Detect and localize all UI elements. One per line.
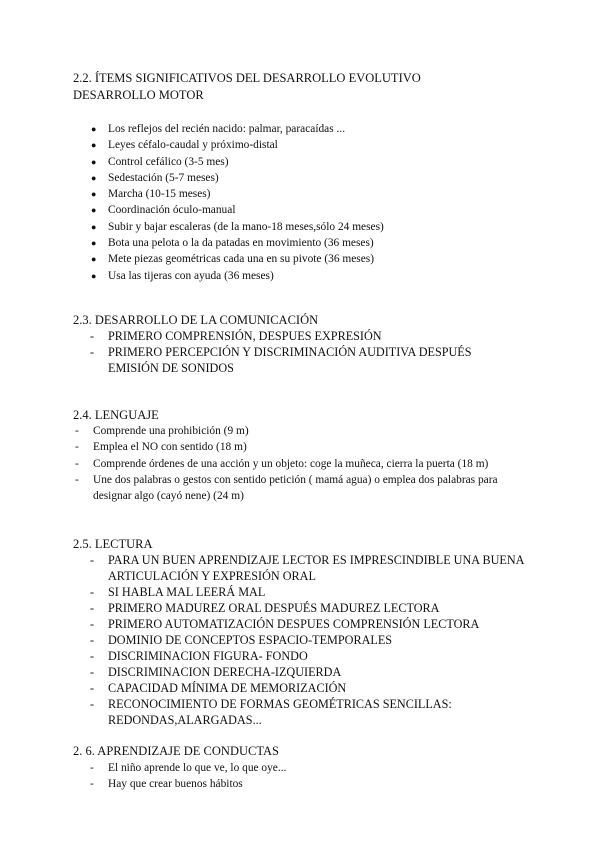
list-item: - SI HABLA MAL LEERÁ MAL xyxy=(90,585,266,599)
dash-icon: - xyxy=(75,473,79,486)
dash-icon: - xyxy=(90,697,95,711)
dash-icon: - xyxy=(90,553,95,567)
bullet-icon: ● xyxy=(91,221,97,232)
dash-icon: - xyxy=(90,762,94,774)
bullet-icon: ● xyxy=(91,124,97,134)
bullet-icon: ● xyxy=(91,254,97,265)
bullet-icon: ● xyxy=(91,270,97,281)
list-item: ● Coordinación óculo-manual xyxy=(108,202,384,218)
list-item: - Une dos palabras o gestos con sentido petición ( mamá agua) o emplea dos palabras para designar algo (cayó nene) (24 m) xyxy=(75,473,498,503)
bullet-icon: ● xyxy=(91,172,97,183)
dash-icon: - xyxy=(90,665,95,679)
bullet-icon: ● xyxy=(91,205,97,216)
list-item: - Hay que crear buenos hábitos xyxy=(108,776,286,792)
list-item: ● Los reflejos del recién nacido: palmar, paracaídas ... xyxy=(108,121,384,137)
bullet-icon: ● xyxy=(91,156,97,167)
list-item: ● Sedestación (5-7 meses) xyxy=(108,170,384,186)
section-2-4-title: 2.4. LENGUAJE xyxy=(73,408,159,422)
bullet-icon: ● xyxy=(91,189,97,200)
list-item: - PRIMERO MADUREZ ORAL DESPUÉS MADUREZ LECTORA xyxy=(90,601,440,615)
list-item: ● Subir y bajar escaleras (de la mano-18 meses,sólo 24 meses) xyxy=(108,219,384,235)
dash-icon: - xyxy=(90,585,95,599)
dash-icon: - xyxy=(90,633,95,647)
list-item: - PRIMERO AUTOMATIZACIÓN DESPUES COMPRENSIÓN LECTORA xyxy=(90,617,480,631)
section-2-2-subtitle: DESARROLLO MOTOR xyxy=(73,88,204,102)
list-item: ● Control cefálico (3-5 mes) xyxy=(108,154,384,170)
list-item: ● Mete piezas geométricas cada una en su pivote (36 meses) xyxy=(108,251,384,267)
section-2-3-title: 2.3. DESARROLLO DE LA COMUNICACIÓN xyxy=(73,313,319,327)
list-item: - El niño aprende lo que ve, lo que oye... xyxy=(108,760,286,776)
section-2-2-title: 2.2. ÍTEMS SIGNIFICATIVOS DEL DESARROLLO EVOLUTIVO xyxy=(73,71,421,85)
list-item: - DISCRIMINACION DERECHA-IZQUIERDA xyxy=(90,665,342,679)
communication-list xyxy=(90,328,488,376)
dash-icon: - xyxy=(90,345,95,359)
list-item: - PRIMERO PERCEPCIÓN Y DISCRIMINACIÓN AUDITIVA DESPUÉS EMISIÓN DE SONIDOS xyxy=(90,345,472,375)
dash-icon: - xyxy=(75,425,79,437)
list-item: - PRIMERO COMPRENSIÓN, DESPUES EXPRESIÓN xyxy=(90,329,382,343)
dash-icon: - xyxy=(90,329,95,343)
bullet-icon: ● xyxy=(91,140,97,151)
list-item: ● Marcha (10-15 meses) xyxy=(108,186,384,202)
dash-icon: - xyxy=(90,778,94,791)
motor-development-list xyxy=(91,121,384,284)
dash-icon: - xyxy=(90,649,95,663)
list-item: - DOMINIO DE CONCEPTOS ESPACIO-TEMPORALES xyxy=(90,633,393,647)
dash-icon: - xyxy=(90,617,95,631)
bullet-icon: ● xyxy=(91,238,97,249)
reading-list xyxy=(90,552,528,728)
list-item: - Comprende órdenes de una acción y un objeto: coge la muñeca, cierra la puerta (18 m) xyxy=(93,456,525,472)
section-2-5-title: 2.5. LECTURA xyxy=(73,537,153,551)
list-item: - Comprende una prohibición (9 m) xyxy=(93,423,525,439)
list-item: ● Leyes céfalo-caudal y próximo-distal xyxy=(108,137,384,153)
dash-icon: - xyxy=(90,601,95,615)
list-item: - RECONOCIMIENTO DE FORMAS GEOMÉTRICAS SENCILLAS: REDONDAS,ALARGADAS... xyxy=(90,697,452,727)
section-2-6-title: 2. 6. APRENDIZAJE DE CONDUCTAS xyxy=(73,744,279,758)
language-list xyxy=(75,423,525,504)
list-item: ● Bota una pelota o la da patadas en movimiento (36 meses) xyxy=(108,235,384,251)
dash-icon: - xyxy=(75,457,79,470)
dash-icon: - xyxy=(75,441,79,454)
list-item: - CAPACIDAD MÍNIMA DE MEMORIZACIÓN xyxy=(90,681,347,695)
list-item: - DISCRIMINACION FIGURA- FONDO xyxy=(90,649,308,663)
list-item: ● Usa las tijeras con ayuda (36 meses) xyxy=(108,268,384,284)
dash-icon: - xyxy=(90,681,95,695)
list-item: - Emplea el NO con sentido (18 m) xyxy=(93,439,525,455)
list-item: - PARA UN BUEN APRENDIZAJE LECTOR ES IMPRESCINDIBLE UNA BUENA ARTICULACIÓN Y EXPRESIÓN ORAL xyxy=(90,553,524,583)
behavior-learning-list xyxy=(90,760,287,793)
